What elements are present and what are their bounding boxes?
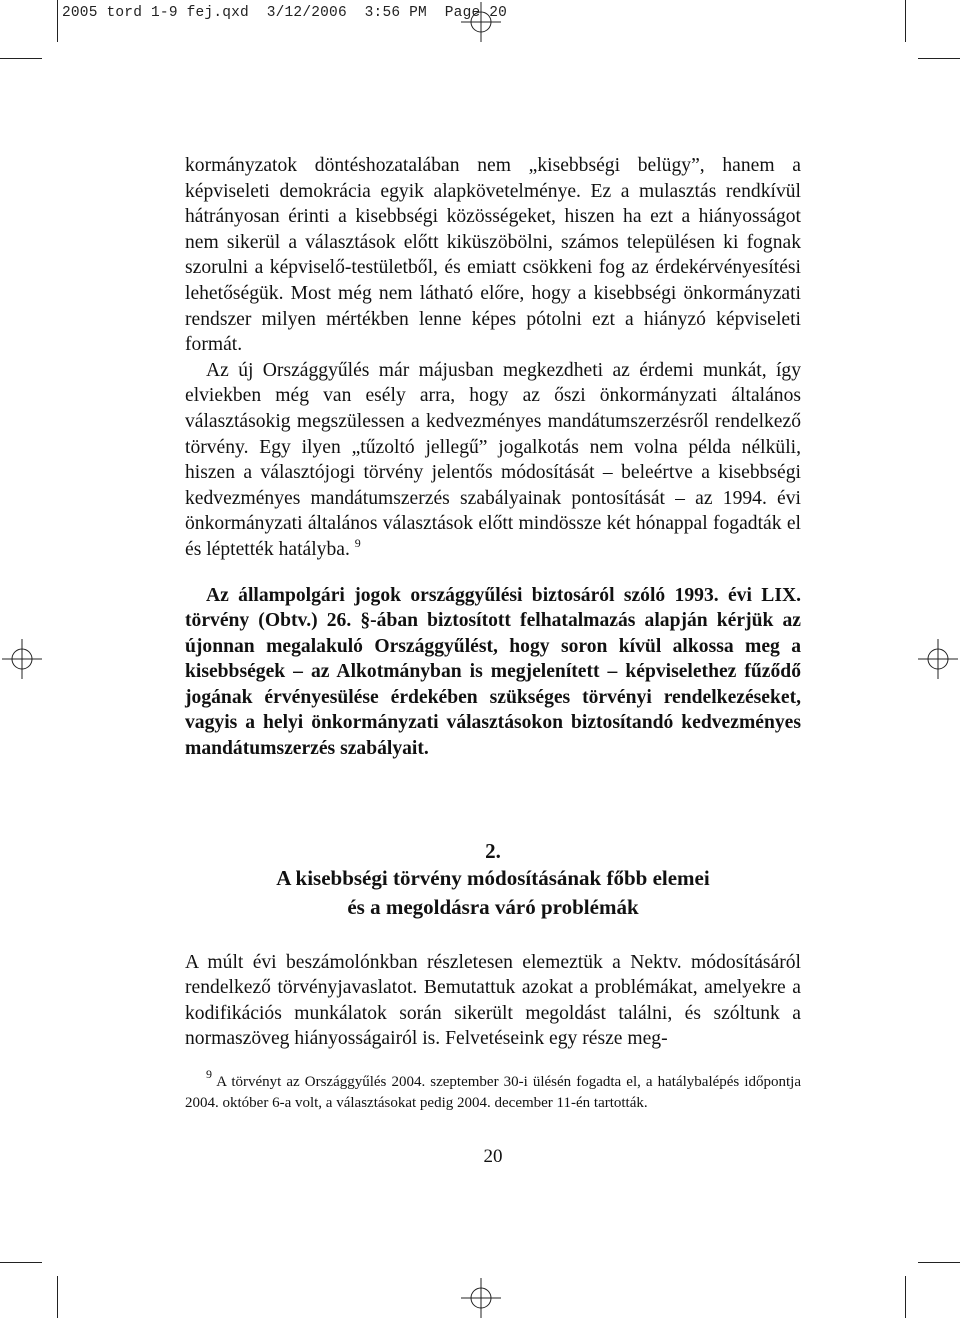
body-paragraph <box>185 358 801 563</box>
footnote <box>185 1067 801 1114</box>
crop-mark <box>918 58 960 59</box>
body-paragraph: kormányzatok döntéshozatalában nem „kisebbségi belügy”, hanem a képviseleti demokrácia egyik alapkövetelménye. Ez a mulasztás rendkívül hátrányosan érinti a kisebbségi közösségeket, hiszen ha ezt a hiányosságot nem sikerül a választások előtt kiküszöbölni, számos településen ki fognak szorulni a képviselő-testületből, és emiatt csökkeni fog az érdekérvényesítési lehetőségük. Most még nem látható előre, hogy a kisebbségi önkormányzati rendszer milyen mértékben lenne képes pótolni ezt a hiányzó képviseleti formát. <box>185 155 801 356</box>
crop-mark <box>0 1262 42 1263</box>
file-slug: 2005 tord 1-9 fej.qxd 3/12/2006 3:56 PM Page 20 <box>62 5 508 21</box>
chapter-title-line-2: és a megoldásra váró problémák <box>347 894 639 919</box>
registration-mark-icon <box>2 639 42 679</box>
footnote-text: A törvényt az Országgyűlés 2004. szeptember 30-i ülésén fogadta el, a hatálybalépés időpontja 2004. október 6-a volt, a választásokat pedig 2004. december 11-én tartották. <box>185 1074 801 1111</box>
crop-mark <box>0 58 42 59</box>
crop-mark <box>918 1262 960 1263</box>
crop-mark <box>905 0 906 42</box>
page-body <box>185 153 801 1052</box>
page-number: 20 <box>483 1146 503 1167</box>
body-paragraph: A múlt évi beszámolónkban részletesen elemeztük a Nektv. módosításáról rendelkező törvényjavaslatot. Bemutattuk azokat a problémákat, amelyekre a kodifikációs munkálatok során sikerült megoldást találni, és szóltunk a normaszöveg hiányosságairól is. Felvetéseink egy része meg- <box>185 951 801 1050</box>
registration-mark-icon <box>918 639 958 679</box>
footnote-reference: 9 <box>354 535 361 550</box>
paragraph-text: Az új Országgyűlés már májusban megkezdheti az érdemi munkát, így elviekben még van esély arra, hogy az őszi önkormányzati általános választásokig megszülessen a kedvezményes mandátumszerzésről rendelkező törvény. Egy ilyen „tűzoltó jellegű” jogalkotás nem volna példa nélküli, hiszen a választójogi törvény jelentős módosítását – beleértve a kisebbségi kedvezményes mandátumszerzés szabályainak pontosítását – az 1994. évi önkormányzati általános választások előtt mindössze két hónappal fogadták el és léptették hatályba. <box>185 359 801 560</box>
registration-mark-icon <box>461 1278 501 1318</box>
registration-mark-icon <box>461 2 501 42</box>
crop-mark <box>905 1276 906 1318</box>
chapter-number: 2. <box>485 838 501 863</box>
bold-recommendation: Az állampolgári jogok országgyűlési biztosáról szóló 1993. évi LIX. törvény (Obtv.) 26. §-ában biztosított felhatalmazás alapján kérjük az újonnan megalakuló Országgyűlést, hogy soron kívül alkossa meg a kisebbségek – az Alkotmányban is megjelenített – képviselethez fűződő jogának érvényesülése érdekében szükséges törvényi rendelkezéseket, vagyis a helyi önkormányzati választásokon biztosítandó kedvezményes mandátumszerzés szabályait. <box>185 584 801 760</box>
chapter-title-line-1: A kisebbségi törvény módosításának főbb elemei <box>276 865 710 890</box>
crop-mark <box>57 1276 58 1318</box>
crop-mark <box>57 0 58 42</box>
footnote-number: 9 <box>206 1067 212 1081</box>
